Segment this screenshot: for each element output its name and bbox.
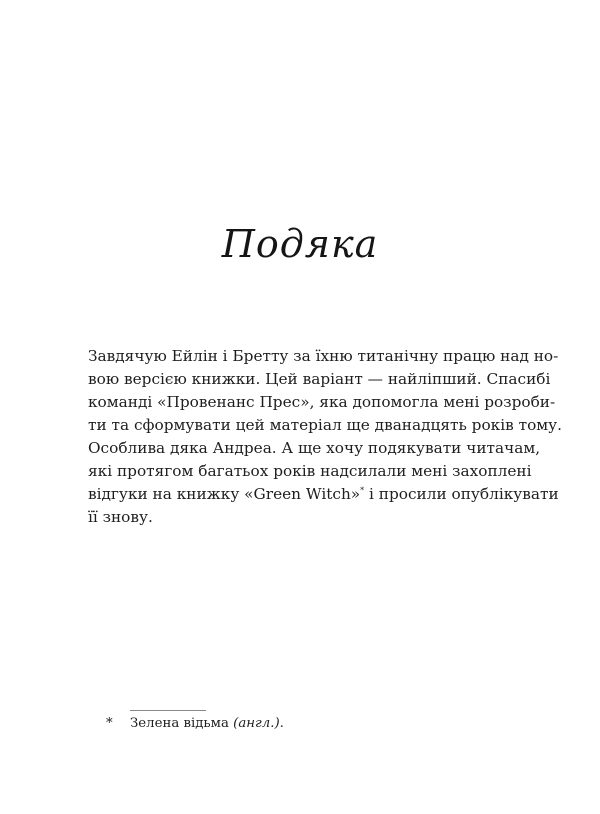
- paragraph-line: ти та сформувати цей матеріал ще дванадцять років тому.: [88, 416, 563, 434]
- footnote-marker: *: [106, 716, 113, 731]
- paragraph-line: Завдячую Ейлін і Бретту за їхню титанічну працю над но-: [88, 347, 559, 365]
- footnote-text: Зелена відьма: [130, 716, 234, 731]
- acknowledgement-paragraph: [88, 345, 563, 529]
- paragraph-line-tail: і просили опублікувати: [364, 485, 559, 503]
- paragraph-line: вою версією книжки. Цей варіант — найліпший. Спасибі: [88, 370, 551, 388]
- paragraph-line-text: відгуки на книжку «Green Witch»: [88, 485, 361, 503]
- footnote-end: .: [279, 716, 284, 731]
- paragraph-line: які протягом багатьох років надсилали мені захоплені: [88, 462, 532, 480]
- footnote-reference: *: [360, 485, 365, 495]
- paragraph-line: її знову.: [88, 508, 153, 526]
- footnote: [106, 716, 284, 731]
- paragraph-line: команді «Провенанс Прес», яка допомогла мені розроби-: [88, 393, 556, 411]
- paragraph-line-with-footnote: [88, 483, 559, 506]
- footnote-language-note: (англ.): [233, 716, 280, 731]
- footnote-divider: [130, 710, 206, 711]
- page-title: Подяка: [221, 222, 379, 266]
- paragraph-line: Особлива дяка Андреа. А ще хочу подякувати читачам,: [88, 439, 541, 457]
